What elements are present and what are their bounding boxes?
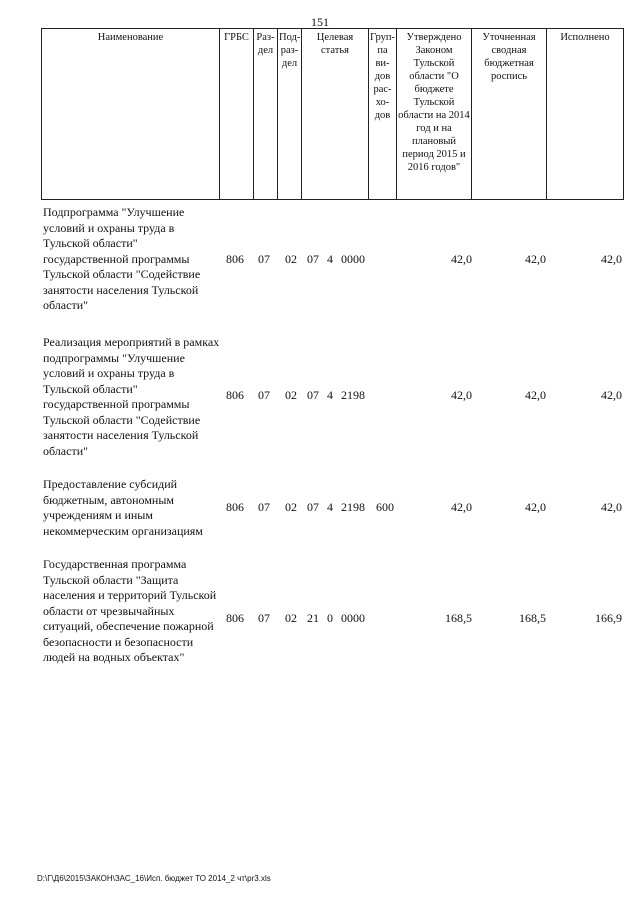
row-name: Предоставление субсидий бюджетным, автономным учреждениям и иным некоммерческим организациям: [43, 477, 203, 538]
col-header-grbs: ГРБС: [220, 29, 254, 200]
file-path-footer: D:\Г\Д6\2015\ЗАКОН\ЗАС_16\Исп. бюджет ТО 2014_2 чт\pr3.xls: [37, 874, 271, 883]
row-ispolneno: 166,9: [595, 611, 622, 625]
row-cs3: 2198: [341, 500, 365, 514]
row-utochnennaya: 42,0: [525, 252, 546, 266]
row-name: Реализация мероприятий в рамках подпрограммы "Улучшение условий и охраны труда в Тульской области" государственной программы Тульской области "Содействие занятости населения Тульской области": [43, 335, 220, 458]
row-vid: 600: [376, 500, 394, 514]
row-cs2: 4: [327, 388, 333, 402]
row-cs3: 0000: [341, 611, 365, 625]
row-razdel: 07: [258, 388, 270, 402]
row-ispolneno: 42,0: [601, 252, 622, 266]
col-header-podrazdel: Под-раз-дел: [278, 29, 302, 200]
row-grbs: 806: [226, 388, 244, 402]
col-header-name: Наименование: [42, 29, 220, 200]
row-utverzhdeno: 42,0: [451, 388, 472, 402]
row-utverzhdeno: 42,0: [451, 252, 472, 266]
row-podrazdel: 02: [285, 500, 297, 514]
row-podrazdel: 02: [285, 252, 297, 266]
col-header-gruppa: Груп-па ви-дов рас-хо-дов: [369, 29, 397, 200]
col-header-utochnennaya: Уточненная сводная бюджетная роспись: [472, 29, 547, 200]
row-ispolneno: 42,0: [601, 388, 622, 402]
col-header-utverzhdeno: Утверждено Законом Тульской области "О бюджете Тульской области на 2014 год и на плановый период 2015 и 2016 годов": [397, 29, 472, 200]
row-cs1: 07: [307, 500, 319, 514]
row-cs3: 0000: [341, 252, 365, 266]
col-header-ispolneno: Исполнено: [547, 29, 624, 200]
table-row: [0, 557, 640, 687]
row-ispolneno: 42,0: [601, 500, 622, 514]
row-cs3: 2198: [341, 388, 365, 402]
table-header: [41, 28, 624, 200]
row-cs2: 4: [327, 500, 333, 514]
row-cs1: 21: [307, 611, 319, 625]
row-name: Подпрограмма "Улучшение условий и охраны труда в Тульской области" государственной программы Тульской области "Содействие занятости населения Тульской области": [43, 205, 201, 312]
row-name: Государственная программа Тульской области "Защита населения и территорий Тульской области от чрезвычайных ситуаций, обеспечение пожарной безопасности и безопасности людей на водных объектах": [43, 557, 217, 664]
table-row: [0, 477, 640, 547]
col-header-razdel: Раз-дел: [254, 29, 278, 200]
row-cs1: 07: [307, 252, 319, 266]
row-utverzhdeno: 168,5: [445, 611, 472, 625]
col-header-celevaya: Целевая статья: [302, 29, 369, 200]
row-grbs: 806: [226, 611, 244, 625]
row-utverzhdeno: 42,0: [451, 500, 472, 514]
row-cs1: 07: [307, 388, 319, 402]
row-grbs: 806: [226, 500, 244, 514]
row-razdel: 07: [258, 611, 270, 625]
row-razdel: 07: [258, 252, 270, 266]
row-cs2: 4: [327, 252, 333, 266]
row-razdel: 07: [258, 500, 270, 514]
row-utochnennaya: 42,0: [525, 388, 546, 402]
row-grbs: 806: [226, 252, 244, 266]
row-cs2: 0: [327, 611, 333, 625]
row-utochnennaya: 168,5: [519, 611, 546, 625]
table-row: [0, 205, 640, 329]
page-number: 151: [311, 15, 329, 29]
table-row: [0, 335, 640, 465]
row-podrazdel: 02: [285, 388, 297, 402]
row-podrazdel: 02: [285, 611, 297, 625]
row-utochnennaya: 42,0: [525, 500, 546, 514]
